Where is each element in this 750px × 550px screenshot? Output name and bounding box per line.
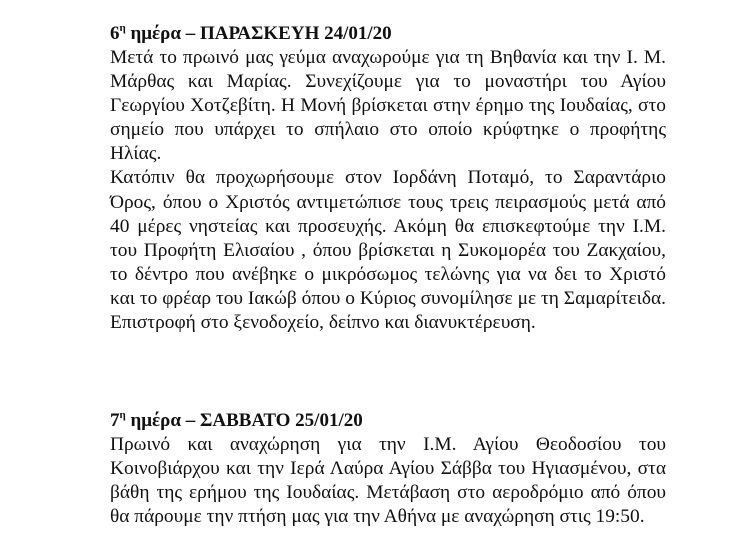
day-7-ordinal-suffix: η xyxy=(119,408,126,421)
day-6-number: 6 xyxy=(110,23,120,44)
day-6-paragraph-2: Κατόπιν θα προχωρήσουμε στον Ιορδάνη Ποταμό, το Σαραντάριο Όρος, όπου ο Χριστός αντιμετώπισε τους τρεις πειρασμούς μετά από 40 μέρες νηστείας και προσευχής. Ακόμη θα επισκεφτούμε την Ι.Μ. του Προφήτη Ελισαίου , όπου βρίσκεται η Συκομορέα του Ζακχαίου, το δέντρο που ανέβηκε ο μικρόσωμος τελώνης για να δει το Χριστό και το φρέαρ του Ιακώβ όπου ο Κύριος συνομίλησε με τη Σαμαρίτειδα. Επιστροφή στο ξενοδοχείο, δείπνο και διανυκτέρευση. xyxy=(110,167,666,334)
day-7-section xyxy=(110,409,666,529)
day-7-heading xyxy=(110,409,666,433)
day-6-heading xyxy=(110,22,666,46)
day-6-section xyxy=(110,22,666,335)
day-7-number: 7 xyxy=(110,410,120,431)
day-7-body xyxy=(110,433,666,529)
day-7-heading-text: ημέρα – ΣΑΒΒΑΤΟ 25/01/20 xyxy=(125,410,363,431)
day-6-paragraph-1: Μετά το πρωινό μας γεύμα αναχωρούμε για τη Βηθανία και την Ι. Μ. Μάρθας και Μαρίας. Συνεχίζουμε για το μοναστήρι του Αγίου Γεωργίου Χοτζεβίτη. Η Μονή βρίσκεται στην έρημο της Ιουδαίας, στο σημείο που υπάρχει το σπήλαιο στο οποίο κρύφτηκε ο προφήτης Ηλίας. xyxy=(110,47,666,165)
day-6-heading-text: ημέρα – ΠΑΡΑΣΚΕΥΗ 24/01/20 xyxy=(125,23,392,44)
day-6-body xyxy=(110,46,666,335)
day-6-ordinal-suffix: η xyxy=(119,21,126,34)
day-7-paragraph-1: Πρωινό και αναχώρηση για την Ι.Μ. Αγίου Θεοδοσίου του Κοινοβιάρχου και την Ιερά Λαύρα Αγίου Σάββα του Ηγιασμένου, στα βάθη της ερήμου της Ιουδαίας. Μετάβαση στο αεροδρόμιο από όπου θα πάρουμε την πτήση μας για την Αθήνα με αναχώρηση στις 19:50. xyxy=(110,434,666,528)
